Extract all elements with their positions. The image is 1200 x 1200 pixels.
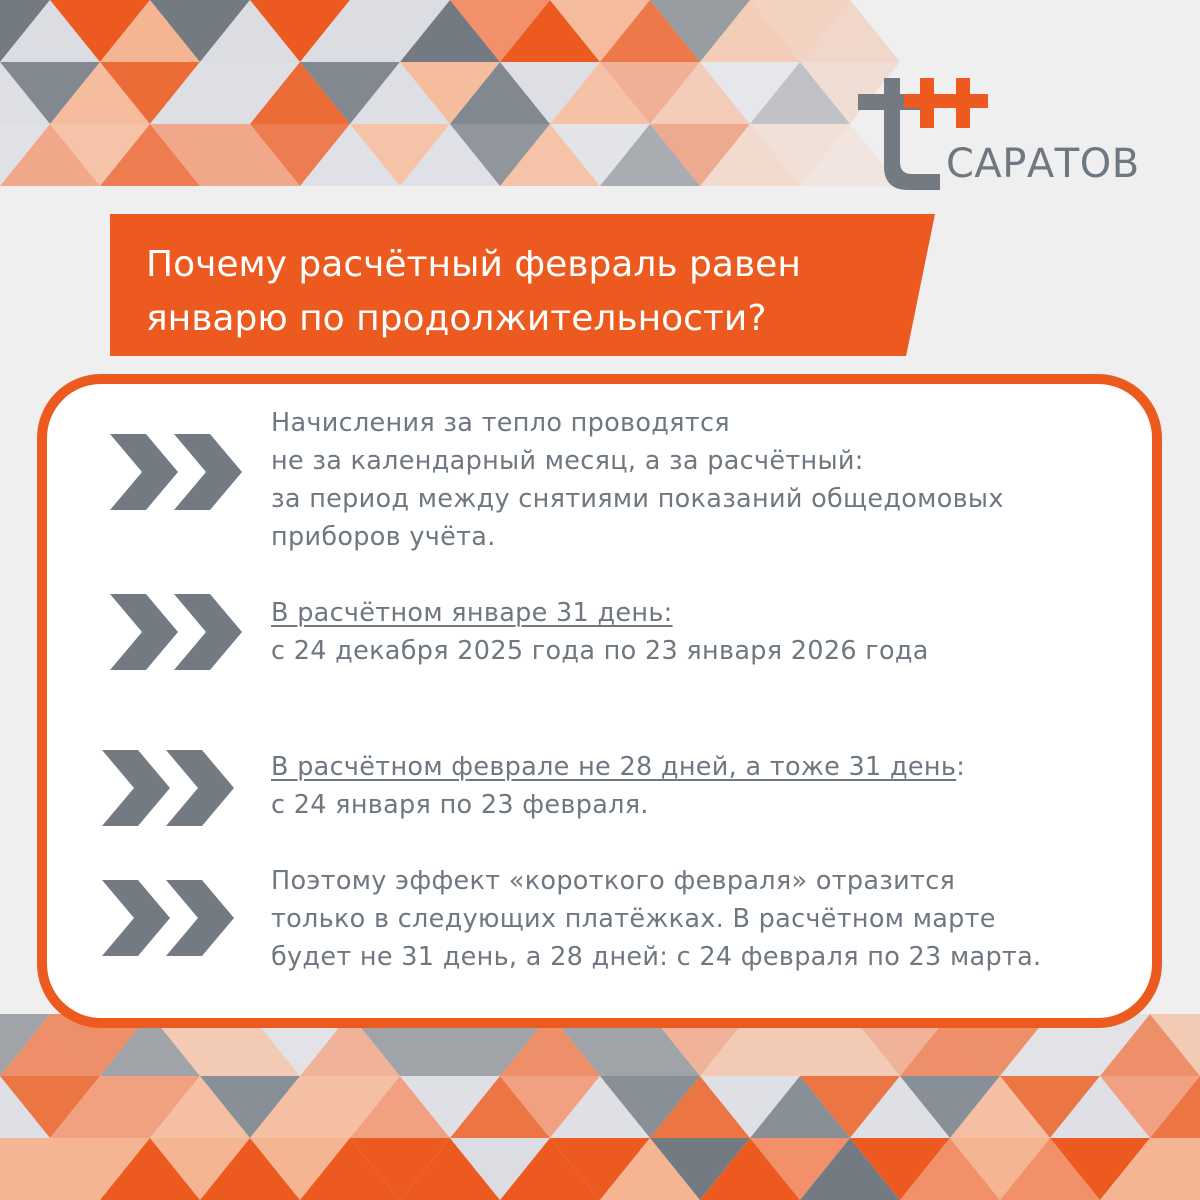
title-line-2: январю по продолжительности? bbox=[146, 298, 767, 339]
double-chevron-right-icon bbox=[108, 432, 248, 512]
item-2-heading: В расчётном январе 31 день: bbox=[271, 598, 673, 628]
item-1-line-1: Начисления за тепло проводятся bbox=[271, 408, 730, 438]
item-3-heading: В расчётном феврале не 28 дней, а тоже 31 день: bbox=[271, 752, 966, 782]
double-chevron-right-icon bbox=[108, 592, 248, 672]
double-chevron-right-icon bbox=[100, 878, 240, 958]
title-line-1: Почему расчётный февраль равен bbox=[146, 244, 801, 285]
item-4-line-1: Поэтому эффект «короткого февраля» отразится bbox=[271, 866, 956, 896]
item-4-text bbox=[271, 862, 1041, 976]
logo-wordmark: САРАТОВ bbox=[946, 141, 1140, 187]
item-1-text bbox=[271, 404, 1004, 556]
item-3-text bbox=[271, 748, 965, 824]
item-4-line-3: будет не 31 день, а 28 дней: с 24 февраля по 23 марта. bbox=[271, 942, 1042, 972]
item-4-line-2: только в следующих платёжках. В расчётном марте bbox=[271, 904, 996, 934]
item-2-text bbox=[271, 594, 929, 670]
item-1-line-3: за период между снятиями показаний общедомовых bbox=[271, 484, 1004, 514]
item-2-line-1: с 24 декабря 2025 года по 23 января 2026 года bbox=[271, 636, 929, 666]
item-3-line-1: с 24 января по 23 февраля. bbox=[271, 790, 649, 820]
item-1-line-4: приборов учёта. bbox=[271, 522, 496, 552]
page-title bbox=[146, 238, 906, 346]
item-1-line-2: не за календарный месяц, а за расчётный: bbox=[271, 446, 864, 476]
double-chevron-right-icon bbox=[100, 748, 240, 828]
